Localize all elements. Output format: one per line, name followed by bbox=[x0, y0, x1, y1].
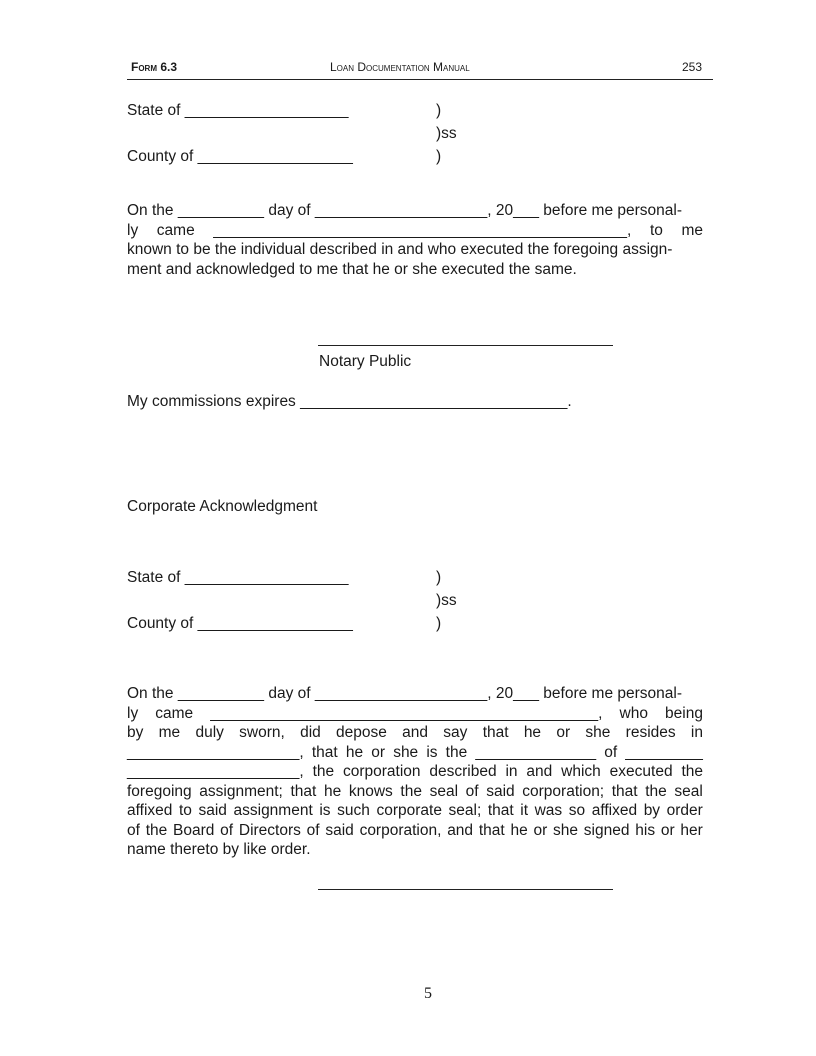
page-number: 5 bbox=[424, 985, 432, 1002]
paragraph-word: said bbox=[198, 802, 227, 819]
paragraph-word: she bbox=[585, 724, 611, 741]
manual-title: Loan Documentation Manual bbox=[330, 60, 470, 74]
paragraph-word: that bbox=[290, 782, 317, 800]
paragraph-word: executed bbox=[609, 763, 673, 780]
paragraph-word: corporation; bbox=[522, 782, 605, 800]
paragraph-word: of bbox=[604, 743, 618, 761]
corporate-venue-ss: )ss bbox=[436, 592, 457, 609]
paragraph-word: of bbox=[465, 782, 479, 800]
paragraph-word: her bbox=[680, 821, 703, 839]
individual-county-line: County of __________________ bbox=[127, 148, 353, 165]
paragraph-word: me bbox=[681, 221, 703, 239]
paragraph-word: he bbox=[323, 782, 342, 800]
paragraph-word: and bbox=[402, 724, 429, 741]
paragraph-word: by bbox=[643, 802, 661, 819]
paragraph-word: signed bbox=[583, 821, 630, 839]
paragraph-word: which bbox=[561, 763, 601, 780]
paragraph-word: ____________________, bbox=[127, 743, 304, 761]
paragraph-word: seal bbox=[429, 782, 459, 800]
form-number: Form 6.3 bbox=[131, 60, 178, 74]
paragraph-word: that bbox=[311, 743, 338, 761]
paragraph-word: or bbox=[556, 724, 571, 741]
paragraph-word: foregoing bbox=[127, 782, 192, 800]
paragraph-word: such bbox=[337, 802, 370, 819]
paragraph-word: _________ bbox=[625, 743, 703, 761]
paragraph-word: ______________ bbox=[475, 743, 597, 761]
corporate-heading: Corporate Acknowledgment bbox=[127, 498, 318, 515]
paragraph-word: assignment bbox=[233, 802, 313, 819]
paragraph-word: by bbox=[127, 724, 144, 741]
paragraph-word: it bbox=[520, 802, 529, 819]
corporate-signature-line bbox=[318, 889, 613, 890]
paragraph-word: and bbox=[526, 763, 553, 780]
paragraph-word: so bbox=[568, 802, 586, 819]
paragraph-word: that bbox=[487, 802, 514, 819]
paragraph-word: being bbox=[665, 704, 703, 722]
paragraph-line: known to be the individual described in and who executed the foregoing assign- bbox=[127, 241, 673, 258]
paragraph-word: in bbox=[690, 724, 703, 741]
paragraph-line bbox=[127, 743, 703, 763]
paragraph-word: came bbox=[155, 704, 194, 722]
paragraph-word: ly bbox=[127, 704, 139, 722]
paragraph-word: corporation bbox=[343, 763, 421, 780]
paragraph-word: sworn, bbox=[239, 724, 285, 741]
paragraph-line: name thereto by like order. bbox=[127, 841, 311, 858]
paragraph-word: that bbox=[611, 782, 638, 800]
paragraph-word: said bbox=[325, 821, 354, 839]
paragraph-word: described bbox=[429, 763, 497, 780]
paragraph-word: corporate bbox=[376, 802, 442, 819]
paragraph-word: or bbox=[533, 821, 548, 839]
paragraph-word: was bbox=[534, 802, 563, 819]
paragraph-line: On the __________ day of ____________________, 20___ before me personal- bbox=[127, 685, 683, 702]
paragraph-word: assignment; bbox=[199, 782, 283, 800]
paragraph-word: resides bbox=[625, 724, 676, 741]
corporate-county-line: County of __________________ bbox=[127, 615, 353, 632]
paragraph-word: he bbox=[345, 743, 364, 761]
individual-state-line: State of ___________________ bbox=[127, 102, 349, 119]
paragraph-word: the bbox=[645, 782, 667, 800]
paragraph-word: in bbox=[505, 763, 518, 780]
paragraph-word: ly bbox=[127, 221, 139, 239]
paragraph-word: the bbox=[145, 821, 168, 839]
paragraph-line bbox=[127, 704, 703, 724]
paragraph-line bbox=[127, 221, 703, 241]
paragraph-word: said bbox=[486, 782, 515, 800]
paragraph-word: of bbox=[306, 821, 320, 839]
paragraph-word: say bbox=[443, 724, 468, 741]
venue-ss: )ss bbox=[436, 125, 457, 142]
paragraph-word: of bbox=[220, 821, 234, 839]
corporate-venue-paren-bottom: ) bbox=[436, 615, 442, 632]
paragraph-word: came bbox=[156, 221, 195, 239]
paragraph-word: duly bbox=[195, 724, 224, 741]
paragraph-word: ________________________________________________, bbox=[213, 221, 632, 239]
paragraph-word: that bbox=[478, 821, 505, 839]
paragraph-word: who bbox=[619, 704, 648, 722]
paragraph-word: the bbox=[445, 743, 468, 761]
paragraph-word: of bbox=[127, 821, 140, 839]
notary-public-label: Notary Public bbox=[319, 353, 412, 370]
paragraph-word: his bbox=[635, 821, 656, 839]
paragraph-line bbox=[127, 762, 703, 782]
notary-signature-line bbox=[318, 345, 613, 346]
paragraph-word: she bbox=[393, 743, 419, 761]
paragraph-word: affixed bbox=[591, 802, 638, 819]
paragraph-word: depose bbox=[336, 724, 387, 741]
paragraph-line bbox=[127, 821, 703, 841]
paragraph-word: the bbox=[312, 763, 335, 780]
paragraph-word: me bbox=[158, 724, 181, 741]
paragraph-word: the bbox=[681, 763, 703, 780]
commission-expires-line: My commissions expires _______________________________. bbox=[127, 393, 572, 410]
paragraph-word: Directors bbox=[238, 821, 301, 839]
paragraph-word: affixed bbox=[127, 802, 173, 819]
paragraph-line: ment and acknowledged to me that he or she executed the same. bbox=[127, 260, 577, 278]
paragraph-word: that bbox=[482, 724, 509, 741]
header-rule bbox=[127, 79, 713, 80]
corporate-acknowledgment-paragraph bbox=[127, 684, 703, 860]
corporate-state-line: State of ___________________ bbox=[127, 569, 349, 586]
paragraph-word: seal bbox=[674, 782, 703, 800]
individual-acknowledgment-paragraph bbox=[127, 201, 703, 279]
paragraph-line bbox=[127, 801, 703, 821]
paragraph-word: she bbox=[553, 821, 579, 839]
venue-paren-bottom: ) bbox=[436, 148, 442, 165]
paragraph-line: On the __________ day of ____________________, 20___ before me personal- bbox=[127, 202, 683, 219]
paragraph-word: _____________________________________________, bbox=[210, 704, 603, 722]
paragraph-word: Board bbox=[173, 821, 215, 839]
paragraph-word: he bbox=[523, 724, 542, 741]
venue-paren-top: ) bbox=[436, 102, 442, 119]
paragraph-word: or bbox=[371, 743, 386, 761]
header-page-number: 253 bbox=[682, 60, 703, 74]
paragraph-word: to bbox=[649, 221, 663, 239]
paragraph-word: corporation, bbox=[359, 821, 442, 839]
paragraph-word: he bbox=[510, 821, 528, 839]
paragraph-word: and bbox=[447, 821, 474, 839]
paragraph-word: is bbox=[319, 802, 331, 819]
paragraph-word: did bbox=[300, 724, 321, 741]
corporate-venue-paren-top: ) bbox=[436, 569, 442, 586]
paragraph-word: or bbox=[660, 821, 675, 839]
paragraph-word: order bbox=[666, 802, 703, 819]
paragraph-word: the bbox=[400, 782, 422, 800]
paragraph-line bbox=[127, 723, 703, 743]
paragraph-word: is bbox=[426, 743, 438, 761]
paragraph-word: ____________________, bbox=[127, 763, 304, 780]
paragraph-word: knows bbox=[348, 782, 393, 800]
paragraph-word: seal; bbox=[448, 802, 482, 819]
paragraph-word: to bbox=[178, 802, 192, 819]
paragraph-line bbox=[127, 782, 703, 802]
